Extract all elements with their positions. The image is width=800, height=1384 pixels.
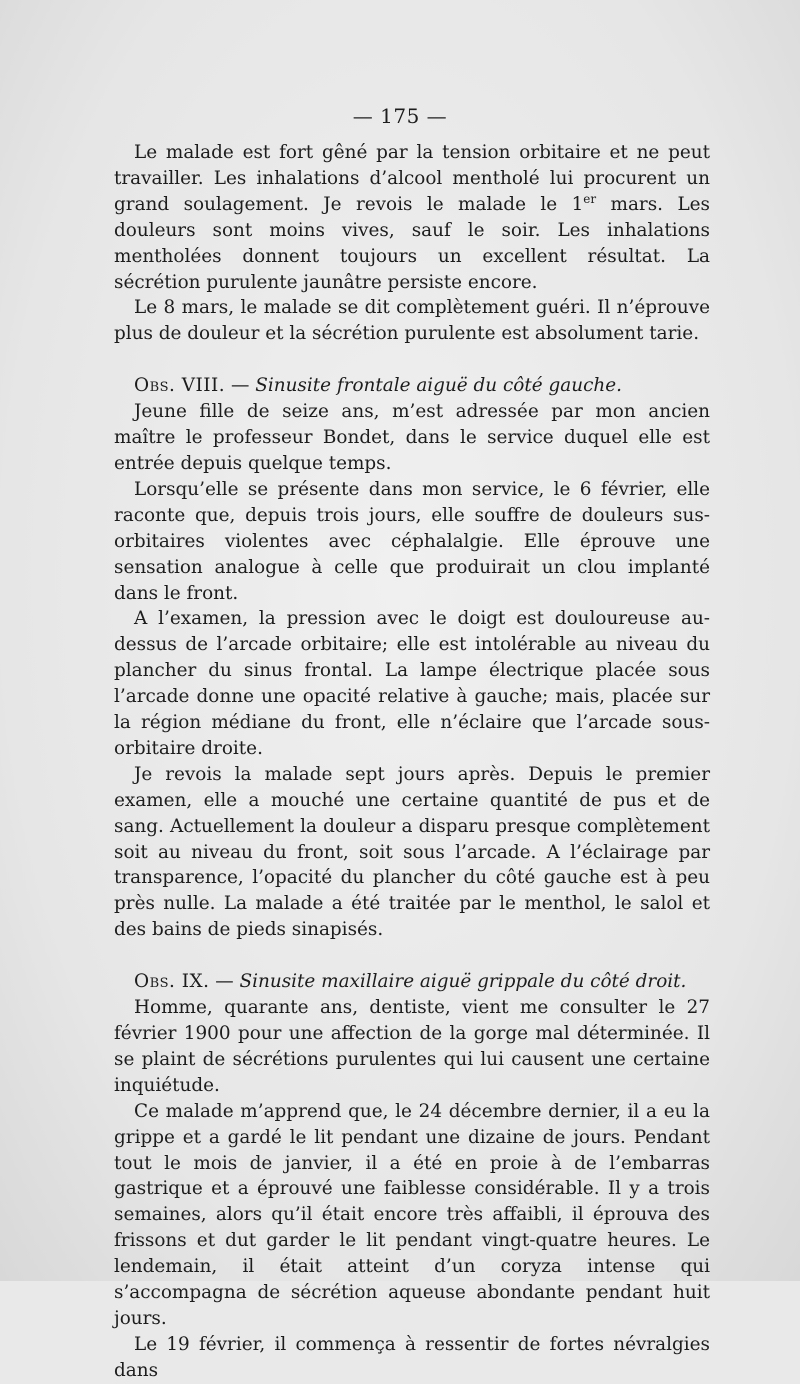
paragraph: Le 19 février, il commença à ressentir de fortes névralgies dans [114,1333,710,1381]
page-body [114,140,710,1384]
paragraph: Je revois la malade sept jours après. Depuis le premier examen, elle a mouché une certaine quantité de pus et de sang. Actuellement la douleur a disparu presque complètement soit au niveau du front, soit sous l’arcade. A l’éclairage par transparence, l’opacité du plancher du côté gauche est à peu près nulle. La malade a été traitée par le menthol, le salol et des bains de pieds sinapisés. [114,763,710,941]
observation-dash: — [225,375,256,397]
paragraph: Ce malade m’apprend que, le 24 décembre dernier, il a eu la grippe et a gardé le lit pendant une dizaine de jours. Pendant tout le mois de janvier, il a été en proie à de l’embarras gastrique et a éprouvé une faiblesse considérable. Il y a trois semaines, alors qu’il était encore très affaibli, il éprouva des frissons et dut garder le lit pendant vingt-quatre heures. Le lendemain, il était atteint d’un coryza intense qui s’accompagna de sécrétion aqueuse abondante pendant huit jours. [114,1100,710,1329]
paragraph-text: mars. Les douleurs sont moins vives, sauf le soir. Les inhalations mentholées donnent toujours un excellent résultat. La sécrétion purulente jaunâtre persiste encore. [114,193,710,293]
paragraph-text: Le malade est fort gêné par la tension orbitaire et ne peut travailler. Les inhalations d’alcool mentholé lui procurent un grand soulagement. Je revois le malade le 1 [114,142,710,215]
paragraph: A l’examen, la pression avec le doigt est douloureuse au-dessus de l’arcade orbitaire; elle est intolérable au niveau du plancher du sinus frontal. La lampe électrique placée sous l’arcade donne une opacité relative à gauche; mais, placée sur la région médiane du front, elle n’éclaire que l’arcade sous-orbitaire droite. [114,608,710,759]
paragraph: Le 8 mars, le malade se dit complètement guéri. Il n’éprouve plus de douleur et la sécrétion purulente est absolument tarie. [114,297,710,345]
paragraph: Homme, quarante ans, dentiste, vient me consulter le 27 février 1900 pour une affection de la gorge mal déterminée. Il se plaint de sécrétions purulentes qui lui causent une certaine inquiétude. [114,997,710,1096]
page-number: — 175 — [352,104,448,128]
observation-title: Sinusite frontale aiguë du côté gauche. [255,375,622,397]
observation-dash: — [209,971,240,993]
paragraph: Lorsqu’elle se présente dans mon service, le 6 février, elle raconte que, depuis trois jours, elle souffre de douleurs sus-orbitaires violentes avec céphalalgie. Elle éprouve une sensation analogue à celle que produirait un clou implanté dans le front. [114,478,710,604]
observation-label: Obs. IX. [134,971,210,993]
observation-heading [114,373,710,399]
observation-heading [114,969,710,995]
observation-label: Obs. VIII. [134,375,226,397]
superscript: er [583,191,597,206]
paragraph [114,140,710,295]
paragraph: Jeune fille de seize ans, m’est adressée par mon ancien maître le professeur Bondet, dans le service duquel elle est entrée depuis quelque temps. [114,401,710,474]
observation-title: Sinusite maxillaire aiguë grippale du côté droit. [239,971,687,993]
